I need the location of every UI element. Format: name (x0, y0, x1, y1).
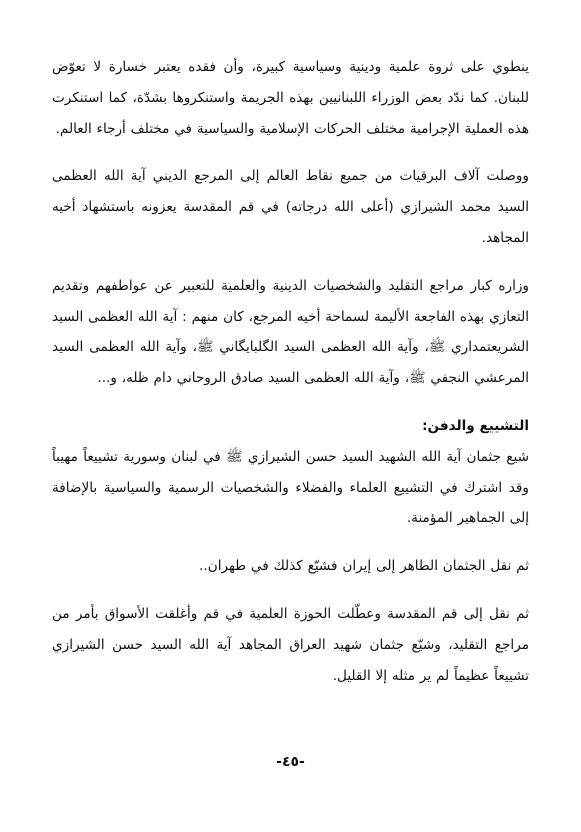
paragraph-gap (52, 254, 529, 271)
paragraph-3: وزاره كبار مراجع التقليد والشخصيات الدينية والعلمية للتعبير عن عواطفهم وتقديم التعازي بهذه الفاجعة الأليمة لسماحة أخيه المرجع، كان منهم : آية الله العظمى السيد الشريعتمداري ﷺ، وآية الله العظمى السيد الگلبايگاني ﷺ، وآية الله العظمى السيد المرعشي النجفي ﷺ، وآية الله العظمى السيد صادق الروحاني دام ظله، و... (52, 277, 529, 387)
paragraph-1: ينطوي على ثروة علمية ودينية وسياسية كبيرة، وأن فقده يعتبر خسارة لا تعوّض للبنان. كما ندّد بعض الوزراء اللبنانيين بهذه الجريمة واستنكروها بشدّة، كما استنكرت هذه العملية الإجرامية مختلف الحركات الإسلامية والسياسية في مختلف أرجاء العالم. (52, 59, 529, 137)
section-heading: التشييع والدفن: (422, 417, 529, 434)
paragraph-gap (52, 144, 529, 161)
paragraph-4: شيع جثمان آية الله الشهيد السيد حسن الشيرازي ﷺ في لبنان وسورية تشييعاً مهيباً وقد اشترك في التشييع العلماء والفضلاء والشخصيات الرسمية والسياسية بالإضافة إلى الجماهير المؤمنة. (52, 448, 529, 527)
paragraph-2: ووصلت آلاف البرقيات من جميع نقاط العالم إلى المرجع الديني آية الله العظمى السيد محمد الشيرازي (أعلى الله درجاته) في قم المقدسة يعزونه باستشهاد أخيه المجاهد. (52, 168, 529, 246)
paragraph-5: ثم نقل الجثمان الطاهر إلى إيران فشيّع كذلك في طهران.. (199, 558, 529, 575)
paragraph-gap (52, 534, 529, 551)
page-body (0, 52, 581, 691)
page-number: -٤٥- (276, 754, 305, 770)
paragraph-gap (52, 582, 529, 599)
paragraph-6: ثم نقل إلى قم المقدسة وعطّلت الحوزة العلمية في قم وأغلقت الأسواق بأمر من مراجع التقليد، وشيّع جثمان شهيد العراق المجاهد آية الله السيد حسن الشيرازي تشييعاً عظيماً لم ير مثله إلا القليل. (52, 605, 529, 684)
paragraph-gap (52, 394, 529, 411)
